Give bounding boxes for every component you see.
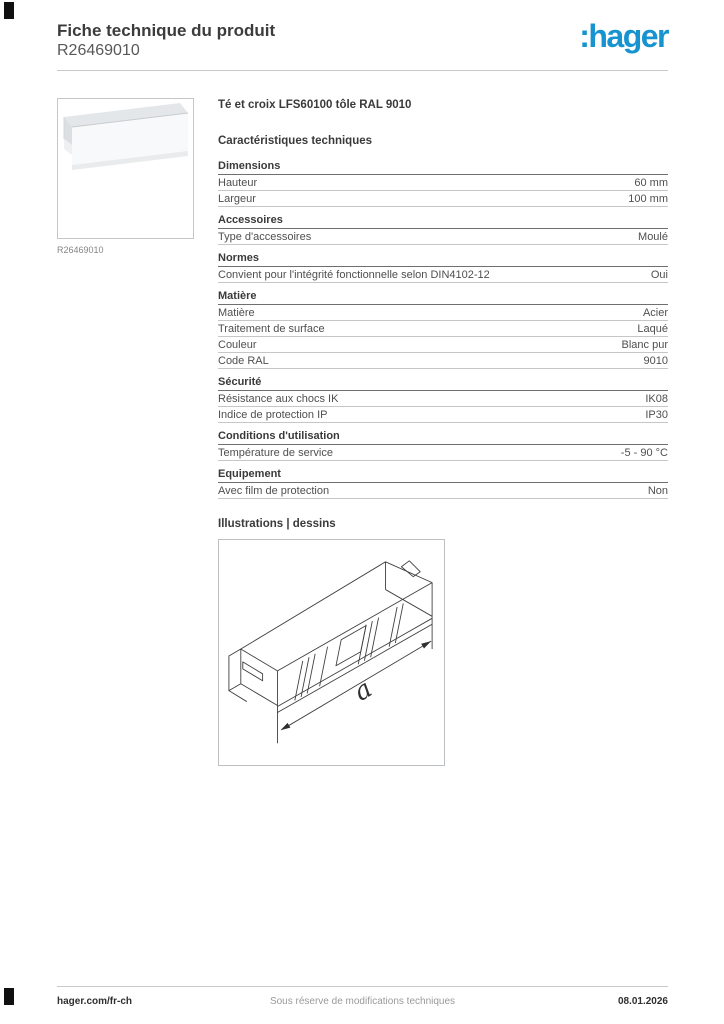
spec-row-value: Non: [647, 484, 668, 497]
spec-section: [218, 291, 668, 369]
hager-logo: :hager: [579, 18, 668, 54]
spec-row-value: Oui: [650, 268, 668, 281]
spec-section: [218, 161, 668, 207]
product-name: Té et croix LFS60100 tôle RAL 9010: [218, 99, 412, 111]
spec-row: [218, 353, 668, 369]
isometric-trunking-drawing: [219, 540, 444, 765]
spec-row-label: Résistance aux chocs IK: [218, 392, 339, 405]
spec-section-title: Dimensions: [218, 161, 668, 175]
spec-row-label: Couleur: [218, 338, 257, 351]
illustrations-heading: Illustrations | dessins: [218, 518, 336, 530]
spec-row-value: 100 mm: [628, 192, 668, 205]
print-crop-mark-top: [4, 2, 14, 19]
spec-row-value: IK08: [645, 392, 668, 405]
spec-row-label: Largeur: [218, 192, 256, 205]
spec-row-value: Acier: [642, 306, 668, 319]
spec-row-value: Laqué: [637, 322, 668, 335]
spec-section: [218, 431, 668, 461]
product-photo-trunking: [58, 99, 193, 238]
spec-row-label: Type d'accessoires: [218, 230, 312, 243]
technical-drawing: [218, 539, 445, 766]
spec-row-label: Matière: [218, 306, 255, 319]
spec-heading: Caractéristiques techniques: [218, 135, 373, 147]
spec-row-label: Code RAL: [218, 354, 269, 367]
spec-row-value: IP30: [645, 408, 668, 421]
spec-row-value: Blanc pur: [621, 338, 668, 351]
spec-row: [218, 337, 668, 353]
spec-row: [218, 391, 668, 407]
spec-section: [218, 253, 668, 283]
spec-row-value: 60 mm: [634, 176, 668, 189]
spec-row: [218, 175, 668, 191]
spec-row: [218, 267, 668, 283]
spec-column: [218, 98, 668, 766]
spec-row-label: Indice de protection IP: [218, 408, 328, 421]
product-image-column: [57, 98, 194, 766]
spec-section: [218, 215, 668, 245]
spec-row: [218, 483, 668, 499]
spec-row: [218, 407, 668, 423]
spec-section-title: Sécurité: [218, 377, 668, 391]
spec-row-label: Traitement de surface: [218, 322, 325, 335]
product-image-caption: R26469010: [57, 245, 104, 255]
main-content: [57, 98, 668, 766]
spec-row-label: Hauteur: [218, 176, 258, 189]
spec-section-title: Equipement: [218, 469, 668, 483]
spec-row: [218, 229, 668, 245]
spec-row-label: Convient pour l'intégrité fonctionnelle selon DIN4102-12: [218, 268, 490, 281]
product-image: [57, 98, 194, 239]
spec-row: [218, 321, 668, 337]
spec-row: [218, 191, 668, 207]
spec-row-value: 9010: [643, 354, 668, 367]
spec-section: [218, 469, 668, 499]
footer-date: 08.01.2026: [617, 996, 668, 1007]
product-reference: R26469010: [57, 42, 140, 59]
header: [0, 0, 724, 60]
footer: [57, 986, 668, 1007]
title-block: [57, 21, 275, 60]
spec-section-title: Conditions d'utilisation: [218, 431, 668, 445]
spec-row-label: Température de service: [218, 446, 333, 459]
spec-row: [218, 305, 668, 321]
dimension-label-a: a: [348, 673, 378, 708]
spec-section-title: Matière: [218, 291, 668, 305]
header-divider: [57, 70, 668, 71]
footer-disclaimer: Sous réserve de modifications techniques: [269, 996, 456, 1007]
spec-section-title: Normes: [218, 253, 668, 267]
spec-row-label: Avec film de protection: [218, 484, 330, 497]
spec-section: [218, 377, 668, 423]
print-crop-mark-bottom: [4, 988, 14, 1005]
page-title: Fiche technique du produit: [57, 21, 276, 40]
spec-section-title: Accessoires: [218, 215, 668, 229]
spec-row: [218, 445, 668, 461]
spec-row-value: -5 - 90 °C: [620, 446, 668, 459]
footer-website-link[interactable]: hager.com/fr-ch: [57, 996, 133, 1007]
spec-row-value: Moulé: [638, 230, 668, 243]
spec-table: [218, 161, 668, 499]
